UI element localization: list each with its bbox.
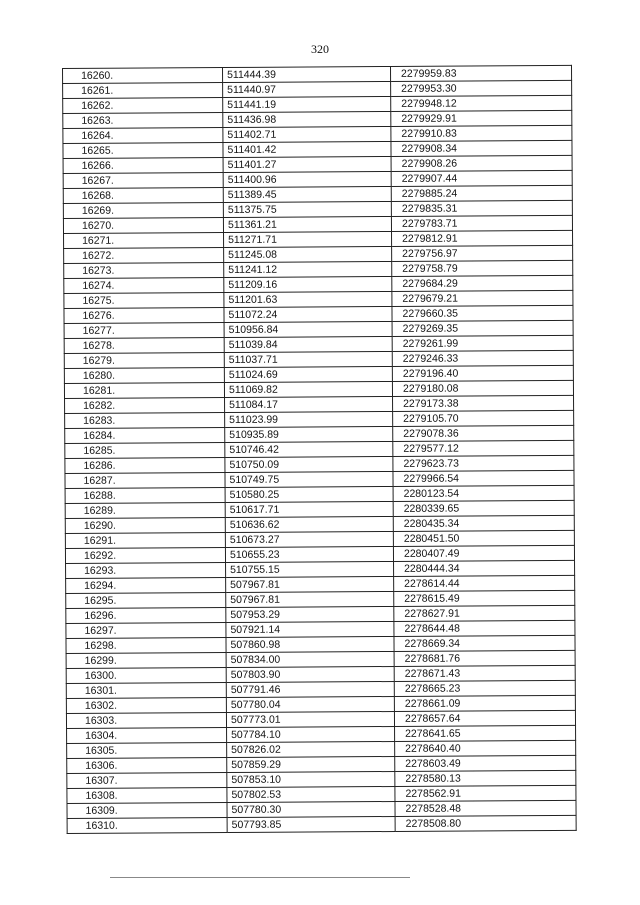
point-id-cell: 16304.: [67, 728, 227, 744]
point-id-cell: 16303.: [66, 713, 226, 729]
x-coordinate-cell: 511023.99: [225, 411, 393, 427]
x-coordinate-cell: 507791.46: [226, 681, 394, 697]
x-coordinate-cell: 507784.10: [227, 726, 395, 742]
point-id-cell: 16288.: [65, 488, 225, 504]
y-coordinate-cell: 2278681.76: [394, 650, 575, 666]
x-coordinate-cell: 511389.45: [223, 186, 391, 202]
coordinates-table: [62, 65, 576, 834]
point-id-cell: 16306.: [67, 758, 227, 774]
point-id-cell: 16289.: [65, 503, 225, 519]
point-id-cell: 16305.: [67, 743, 227, 759]
y-coordinate-cell: 2280339.65: [393, 500, 574, 516]
y-coordinate-cell: 2279577.12: [393, 440, 574, 456]
x-coordinate-cell: 511400.96: [223, 171, 391, 187]
y-coordinate-cell: 2278661.09: [394, 695, 575, 711]
point-id-cell: 16290.: [65, 518, 225, 534]
x-coordinate-cell: 507773.01: [226, 711, 394, 727]
x-coordinate-cell: 507780.30: [227, 801, 395, 817]
point-id-cell: 16263.: [63, 113, 223, 129]
point-id-cell: 16292.: [65, 548, 225, 564]
point-id-cell: 16302.: [66, 698, 226, 714]
x-coordinate-cell: 507802.53: [227, 786, 395, 802]
y-coordinate-cell: 2278641.65: [395, 725, 576, 741]
y-coordinate-cell: 2278657.64: [394, 710, 575, 726]
y-coordinate-cell: 2278640.40: [395, 740, 576, 756]
point-id-cell: 16268.: [63, 188, 223, 204]
point-id-cell: 16260.: [63, 68, 223, 84]
y-coordinate-cell: 2278644.48: [394, 620, 575, 636]
x-coordinate-cell: 510749.75: [225, 471, 393, 487]
point-id-cell: 16310.: [67, 818, 227, 834]
point-id-cell: 16274.: [64, 278, 224, 294]
y-coordinate-cell: 2279929.91: [391, 110, 572, 126]
point-id-cell: 16308.: [67, 788, 227, 804]
point-id-cell: 16287.: [65, 473, 225, 489]
x-coordinate-cell: 511436.98: [223, 111, 391, 127]
point-id-cell: 16270.: [63, 218, 223, 234]
footer-divider: [110, 877, 410, 878]
point-id-cell: 16261.: [63, 83, 223, 99]
point-id-cell: 16276.: [64, 308, 224, 324]
y-coordinate-cell: 2279783.71: [391, 215, 572, 231]
y-coordinate-cell: 2278627.91: [394, 605, 575, 621]
x-coordinate-cell: 507921.14: [226, 621, 394, 637]
x-coordinate-cell: 510617.71: [225, 501, 393, 517]
x-coordinate-cell: 511440.97: [223, 81, 391, 97]
point-id-cell: 16275.: [64, 293, 224, 309]
y-coordinate-cell: 2280123.54: [393, 485, 574, 501]
point-id-cell: 16307.: [67, 773, 227, 789]
x-coordinate-cell: 511037.71: [224, 351, 392, 367]
x-coordinate-cell: 511072.24: [224, 306, 392, 322]
point-id-cell: 16293.: [66, 563, 226, 579]
y-coordinate-cell: 2279196.40: [392, 365, 573, 381]
y-coordinate-cell: 2279835.31: [391, 200, 572, 216]
x-coordinate-cell: 511441.19: [223, 96, 391, 112]
y-coordinate-cell: 2279679.21: [392, 290, 573, 306]
x-coordinate-cell: 511084.17: [225, 396, 393, 412]
y-coordinate-cell: 2280435.34: [393, 515, 574, 531]
x-coordinate-cell: 511444.39: [223, 66, 391, 82]
x-coordinate-cell: 511024.69: [224, 366, 392, 382]
point-id-cell: 16297.: [66, 623, 226, 639]
point-id-cell: 16282.: [65, 398, 225, 414]
y-coordinate-cell: 2279623.73: [393, 455, 574, 471]
point-id-cell: 16277.: [64, 323, 224, 339]
y-coordinate-cell: 2279756.97: [392, 245, 573, 261]
y-coordinate-cell: 2279660.35: [392, 305, 573, 321]
y-coordinate-cell: 2280407.49: [393, 545, 574, 561]
y-coordinate-cell: 2279105.70: [393, 410, 574, 426]
y-coordinate-cell: 2279246.33: [392, 350, 573, 366]
point-id-cell: 16301.: [66, 683, 226, 699]
point-id-cell: 16309.: [67, 803, 227, 819]
point-id-cell: 16300.: [66, 668, 226, 684]
table-row: [67, 815, 576, 833]
x-coordinate-cell: 511245.08: [224, 246, 392, 262]
y-coordinate-cell: 2278603.49: [395, 755, 576, 771]
y-coordinate-cell: 2279812.91: [392, 230, 573, 246]
point-id-cell: 16267.: [63, 173, 223, 189]
x-coordinate-cell: 511241.12: [224, 261, 392, 277]
y-coordinate-cell: 2280444.34: [394, 560, 575, 576]
y-coordinate-cell: 2279078.36: [393, 425, 574, 441]
x-coordinate-cell: 510673.27: [225, 531, 393, 547]
y-coordinate-cell: 2279907.44: [391, 170, 572, 186]
y-coordinate-cell: 2279758.79: [392, 260, 573, 276]
point-id-cell: 16264.: [63, 128, 223, 144]
point-id-cell: 16284.: [65, 428, 225, 444]
y-coordinate-cell: 2279948.12: [391, 95, 572, 111]
x-coordinate-cell: 511402.71: [223, 126, 391, 142]
x-coordinate-cell: 510746.42: [225, 441, 393, 457]
x-coordinate-cell: 507803.90: [226, 666, 394, 682]
point-id-cell: 16278.: [64, 338, 224, 354]
x-coordinate-cell: 510655.23: [225, 546, 393, 562]
point-id-cell: 16296.: [66, 608, 226, 624]
y-coordinate-cell: 2279959.83: [390, 65, 571, 81]
point-id-cell: 16280.: [64, 368, 224, 384]
point-id-cell: 16265.: [63, 143, 223, 159]
y-coordinate-cell: 2278614.44: [394, 575, 575, 591]
point-id-cell: 16294.: [66, 578, 226, 594]
x-coordinate-cell: 510580.25: [225, 486, 393, 502]
y-coordinate-cell: 2279910.83: [391, 125, 572, 141]
x-coordinate-cell: 507967.81: [226, 576, 394, 592]
point-id-cell: 16266.: [63, 158, 223, 174]
point-id-cell: 16279.: [64, 353, 224, 369]
y-coordinate-cell: 2279173.38: [393, 395, 574, 411]
point-id-cell: 16286.: [65, 458, 225, 474]
x-coordinate-cell: 510956.84: [224, 321, 392, 337]
x-coordinate-cell: 511401.42: [223, 141, 391, 157]
point-id-cell: 16272.: [64, 248, 224, 264]
point-id-cell: 16298.: [66, 638, 226, 654]
x-coordinate-cell: 507967.81: [226, 591, 394, 607]
y-coordinate-cell: 2279684.29: [392, 275, 573, 291]
x-coordinate-cell: 507860.98: [226, 636, 394, 652]
x-coordinate-cell: 507853.10: [227, 771, 395, 787]
x-coordinate-cell: 510636.62: [225, 516, 393, 532]
page-number: 320: [311, 42, 329, 56]
y-coordinate-cell: 2279908.26: [391, 155, 572, 171]
point-id-cell: 16299.: [66, 653, 226, 669]
y-coordinate-cell: 2278580.13: [395, 770, 576, 786]
point-id-cell: 16269.: [63, 203, 223, 219]
y-coordinate-cell: 2278528.48: [395, 800, 576, 816]
x-coordinate-cell: 511401.27: [223, 156, 391, 172]
point-id-cell: 16283.: [65, 413, 225, 429]
y-coordinate-cell: 2279908.34: [391, 140, 572, 156]
y-coordinate-cell: 2279261.99: [392, 335, 573, 351]
x-coordinate-cell: 507826.02: [227, 741, 395, 757]
x-coordinate-cell: 507793.85: [227, 816, 395, 832]
x-coordinate-cell: 510935.89: [225, 426, 393, 442]
x-coordinate-cell: 507859.29: [227, 756, 395, 772]
x-coordinate-cell: 511271.71: [224, 231, 392, 247]
x-coordinate-cell: 507780.04: [226, 696, 394, 712]
point-id-cell: 16273.: [64, 263, 224, 279]
x-coordinate-cell: 511201.63: [224, 291, 392, 307]
x-coordinate-cell: 511069.82: [224, 381, 392, 397]
y-coordinate-cell: 2278669.34: [394, 635, 575, 651]
x-coordinate-cell: 510755.15: [226, 561, 394, 577]
x-coordinate-cell: 507953.29: [226, 606, 394, 622]
y-coordinate-cell: 2278615.49: [394, 590, 575, 606]
point-id-cell: 16271.: [64, 233, 224, 249]
y-coordinate-cell: 2278665.23: [394, 680, 575, 696]
point-id-cell: 16281.: [64, 383, 224, 399]
coordinates-table-body: [63, 65, 577, 833]
x-coordinate-cell: 511361.21: [223, 216, 391, 232]
y-coordinate-cell: 2279180.08: [392, 380, 573, 396]
y-coordinate-cell: 2278562.91: [395, 785, 576, 801]
y-coordinate-cell: 2278508.80: [395, 815, 576, 831]
y-coordinate-cell: 2279269.35: [392, 320, 573, 336]
point-id-cell: 16262.: [63, 98, 223, 114]
y-coordinate-cell: 2279885.24: [391, 185, 572, 201]
x-coordinate-cell: 511039.84: [224, 336, 392, 352]
x-coordinate-cell: 511375.75: [223, 201, 391, 217]
y-coordinate-cell: 2280451.50: [393, 530, 574, 546]
x-coordinate-cell: 511209.16: [224, 276, 392, 292]
point-id-cell: 16295.: [66, 593, 226, 609]
point-id-cell: 16285.: [65, 443, 225, 459]
y-coordinate-cell: 2278671.43: [394, 665, 575, 681]
y-coordinate-cell: 2279953.30: [391, 80, 572, 96]
y-coordinate-cell: 2279966.54: [393, 470, 574, 486]
point-id-cell: 16291.: [65, 533, 225, 549]
x-coordinate-cell: 510750.09: [225, 456, 393, 472]
x-coordinate-cell: 507834.00: [226, 651, 394, 667]
